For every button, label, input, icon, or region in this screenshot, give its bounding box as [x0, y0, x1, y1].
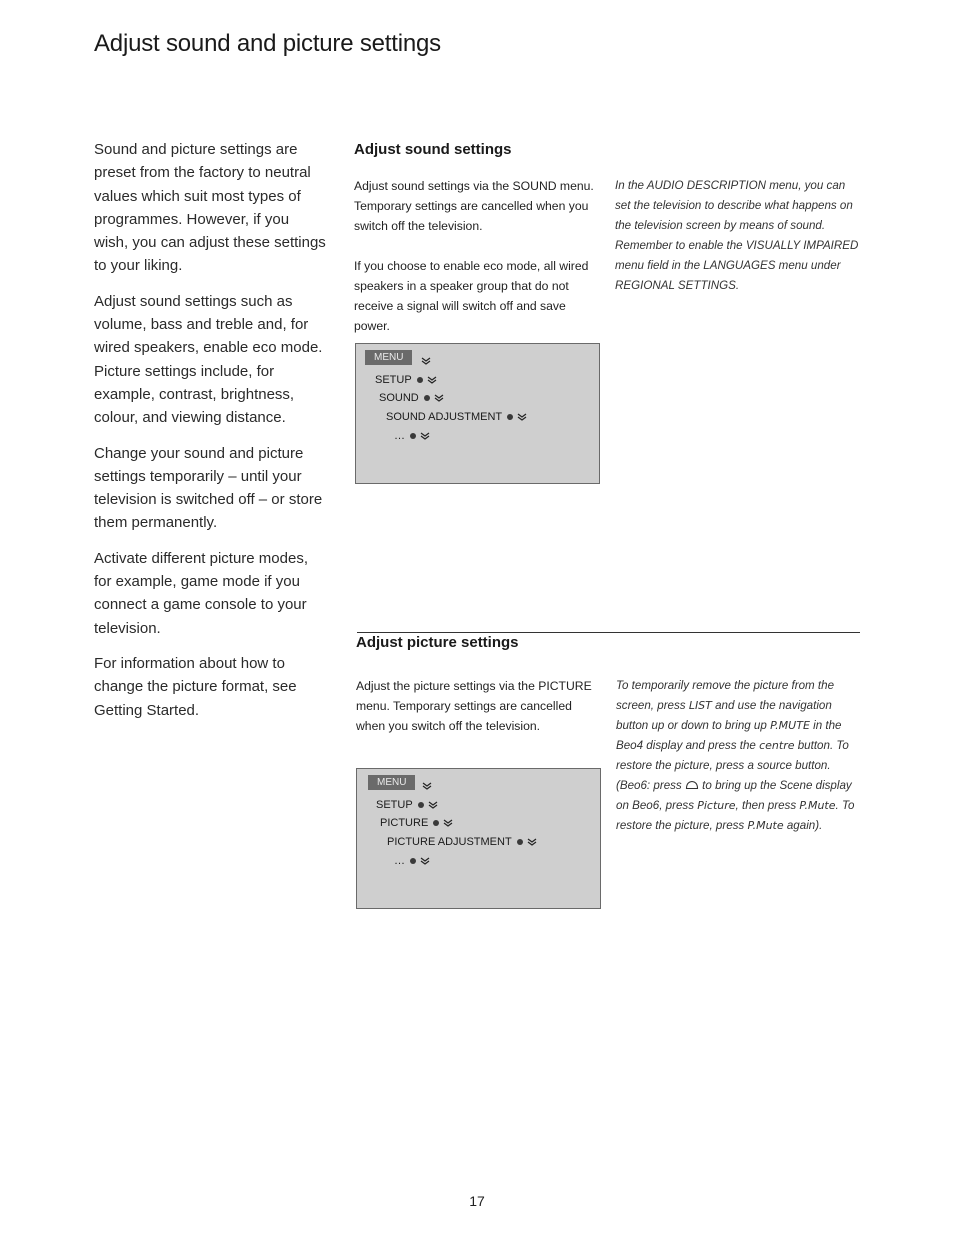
intro-paragraph: Change your sound and picture settings temporarily – until your television is switched off – or store them permanently.: [94, 444, 323, 532]
menu-row-more: [394, 428, 431, 444]
sound-menu-diagram: [355, 343, 600, 484]
sound-body: [354, 176, 599, 356]
menu-row-label: …: [394, 855, 405, 867]
bullet-icon: [410, 858, 416, 864]
bullet-icon: [418, 802, 424, 808]
menu-row-label: …: [394, 430, 405, 442]
key-pmute-restore: P.Mute: [747, 819, 784, 832]
chevron-down-icon: [419, 430, 431, 442]
chevron-down-icon: [427, 799, 439, 811]
sound-body-paragraph: Adjust sound settings via the SOUND menu. Temporary settings are cancelled when you switch off the television.: [354, 179, 594, 233]
chevron-down-icon: [426, 374, 438, 386]
page-title: Adjust sound and picture settings: [94, 30, 441, 57]
key-pmute: P.MUTE: [770, 719, 810, 732]
sound-note: [615, 176, 860, 296]
picture-note: [616, 676, 862, 836]
menu-row-label: SOUND: [379, 392, 419, 404]
bullet-icon: [507, 414, 513, 420]
sound-body-paragraph: If you choose to enable eco mode, all wired speakers in a speaker group that do not receive a signal will switch off and save power.: [354, 259, 589, 333]
chevron-down-icon: [526, 836, 538, 848]
bullet-icon: [417, 377, 423, 383]
section-divider: [357, 632, 860, 633]
menu-row-more: [394, 853, 431, 869]
key-centre: centre: [759, 739, 795, 752]
bullet-icon: [410, 433, 416, 439]
sound-note-text: In the AUDIO DESCRIPTION menu, you can set the television to describe what happens on the television screen by means of sound. Remember to enable the VISUALLY IMPAIRED menu field in the LANGUAGES menu under REGIONAL SETTINGS.: [615, 179, 859, 292]
menu-row-sound: [379, 390, 445, 406]
intro-paragraph: Sound and picture settings are preset from the factory to neutral values which suit most types of programmes. However, if you wish, you can adjust these settings to your liking.: [94, 141, 326, 275]
key-picture: Picture: [697, 799, 736, 812]
intro-column: [94, 138, 326, 734]
chevron-down-icon: [442, 817, 454, 829]
sound-heading: Adjust sound settings: [354, 141, 512, 158]
intro-paragraph: Activate different picture modes, for example, game mode if you connect a game console to your television.: [94, 549, 308, 637]
bullet-icon: [433, 820, 439, 826]
bullet-icon: [424, 395, 430, 401]
menu-tag: MENU: [368, 775, 415, 790]
intro-paragraph: Adjust sound settings such as volume, bass and treble and, for wired speakers, enable eco mode. Picture settings include, for example, contrast, brightness, colour, and viewing distance.: [94, 292, 323, 427]
menu-row-sound-adjustment: [386, 409, 528, 425]
menu-row-setup: [375, 372, 438, 388]
intro-paragraph: For information about how to change the picture format, see Getting Started.: [94, 654, 297, 719]
menu-row-picture-adjustment: [387, 834, 538, 850]
bullet-icon: [517, 839, 523, 845]
scene-button-icon: [685, 780, 699, 790]
menu-row-label: PICTURE: [380, 817, 429, 829]
menu-row-label: SOUND ADJUSTMENT: [386, 411, 503, 423]
menu-tag: MENU: [365, 350, 412, 365]
picture-heading: Adjust picture settings: [356, 634, 519, 651]
picture-body-paragraph: Adjust the picture settings via the PICTURE menu. Temporary settings are cancelled when you switch off the television.: [356, 679, 592, 733]
picture-note-text: To temporarily remove the picture from the screen, press LIST and use the navigation button up or down to bring up P.MUTE in the Beo4 display and press the centre button. To restore the picture, press a source button. (Beo6: press to bring up the Scene display on Beo6, press Picture, then press P.Mute. To restore the picture, press P.Mute again).: [616, 679, 855, 832]
menu-row-label: SETUP: [375, 374, 412, 386]
menu-row-setup: [376, 797, 439, 813]
chevron-down-icon: [419, 855, 431, 867]
chevron-down-icon: [516, 411, 528, 423]
chevron-down-icon: [420, 355, 432, 367]
chevron-down-icon: [421, 780, 433, 792]
picture-body: [356, 676, 601, 756]
picture-menu-diagram: [356, 768, 601, 909]
menu-row-label: SETUP: [376, 799, 413, 811]
page-number: 17: [469, 1193, 485, 1209]
key-pmute-beo6: P.Mute: [799, 799, 836, 812]
chevron-down-icon: [433, 392, 445, 404]
menu-row-picture: [380, 815, 454, 831]
key-list: LIST: [688, 699, 712, 712]
menu-row-label: PICTURE ADJUSTMENT: [387, 836, 512, 848]
